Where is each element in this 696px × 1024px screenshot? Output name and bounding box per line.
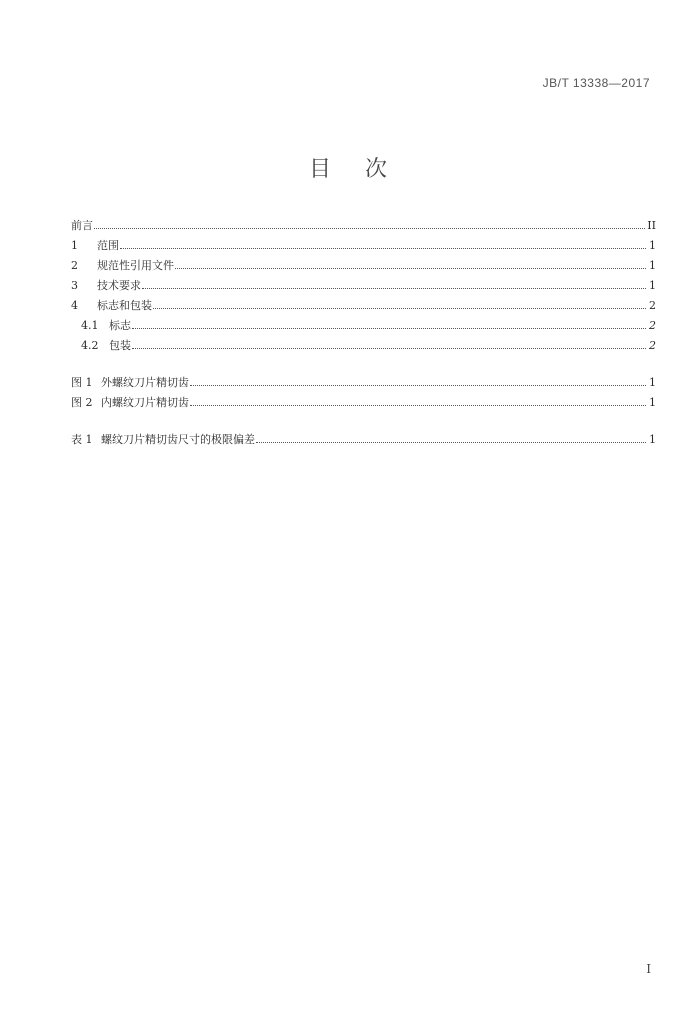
toc-entry-number: 2 — [71, 259, 78, 272]
toc-entry-label: 外螺纹刀片精切齿 — [101, 376, 189, 389]
toc-entry-number: 1 — [71, 239, 78, 252]
toc-entry-number: 图 1 — [71, 376, 93, 389]
dot-leader — [142, 288, 646, 289]
toc-entry-subclause-4-2[interactable] — [71, 336, 656, 356]
toc-entry-page: 1 — [649, 259, 656, 272]
toc-entry-page: 2 — [649, 299, 656, 312]
toc-entry-page: 2 — [649, 319, 656, 332]
toc-entry-label: 前言 — [71, 219, 93, 232]
dot-leader — [175, 268, 646, 269]
toc-entry-label: 技术要求 — [97, 279, 141, 292]
toc-entry-page: 1 — [649, 396, 656, 409]
toc-entry-clause-2[interactable] — [71, 256, 656, 276]
toc-entry-page: 2 — [649, 339, 656, 352]
toc-entry-clause-4[interactable] — [71, 296, 656, 316]
page-number: I — [646, 962, 651, 976]
standard-number: JB/T 13338—2017 — [542, 76, 650, 90]
toc-entry-page: 1 — [649, 376, 656, 389]
dot-leader — [120, 248, 646, 249]
toc-entry-figure-2[interactable] — [71, 393, 656, 413]
toc-entry-page: 1 — [649, 433, 656, 446]
toc-entry-label: 内螺纹刀片精切齿 — [101, 396, 189, 409]
dot-leader — [190, 385, 646, 386]
dot-leader — [132, 328, 646, 329]
toc-entry-label: 包装 — [109, 339, 131, 352]
toc-entry-label: 标志和包装 — [97, 299, 152, 312]
toc-entry-subclause-4-1[interactable] — [71, 316, 656, 336]
toc-entry-number: 图 2 — [71, 396, 93, 409]
table-of-contents — [71, 216, 656, 450]
page-title: 目次 — [308, 157, 421, 182]
toc-entry-number: 4.2 — [81, 339, 99, 352]
toc-entry-page: II — [647, 219, 656, 232]
toc-entry-label: 范围 — [97, 239, 119, 252]
dot-leader — [132, 348, 646, 349]
toc-entry-label: 规范性引用文件 — [97, 259, 174, 272]
toc-entry-page: 1 — [649, 239, 656, 252]
toc-entry-number: 4 — [71, 299, 78, 312]
toc-entry-figure-1[interactable] — [71, 373, 656, 393]
dot-leader — [256, 442, 646, 443]
toc-entry-number: 表 1 — [71, 433, 93, 446]
toc-entry-table-1[interactable] — [71, 430, 656, 450]
dot-leader — [153, 308, 646, 309]
toc-entry-clause-1[interactable] — [71, 236, 656, 256]
dot-leader — [94, 228, 645, 229]
toc-entry-foreword[interactable] — [71, 216, 656, 236]
toc-entry-label: 螺纹刀片精切齿尺寸的极限偏差 — [101, 433, 255, 446]
toc-entry-number: 4.1 — [81, 319, 99, 332]
toc-entry-clause-3[interactable] — [71, 276, 656, 296]
toc-entry-page: 1 — [649, 279, 656, 292]
toc-entry-label: 标志 — [109, 319, 131, 332]
toc-entry-number: 3 — [71, 279, 78, 292]
dot-leader — [190, 405, 646, 406]
